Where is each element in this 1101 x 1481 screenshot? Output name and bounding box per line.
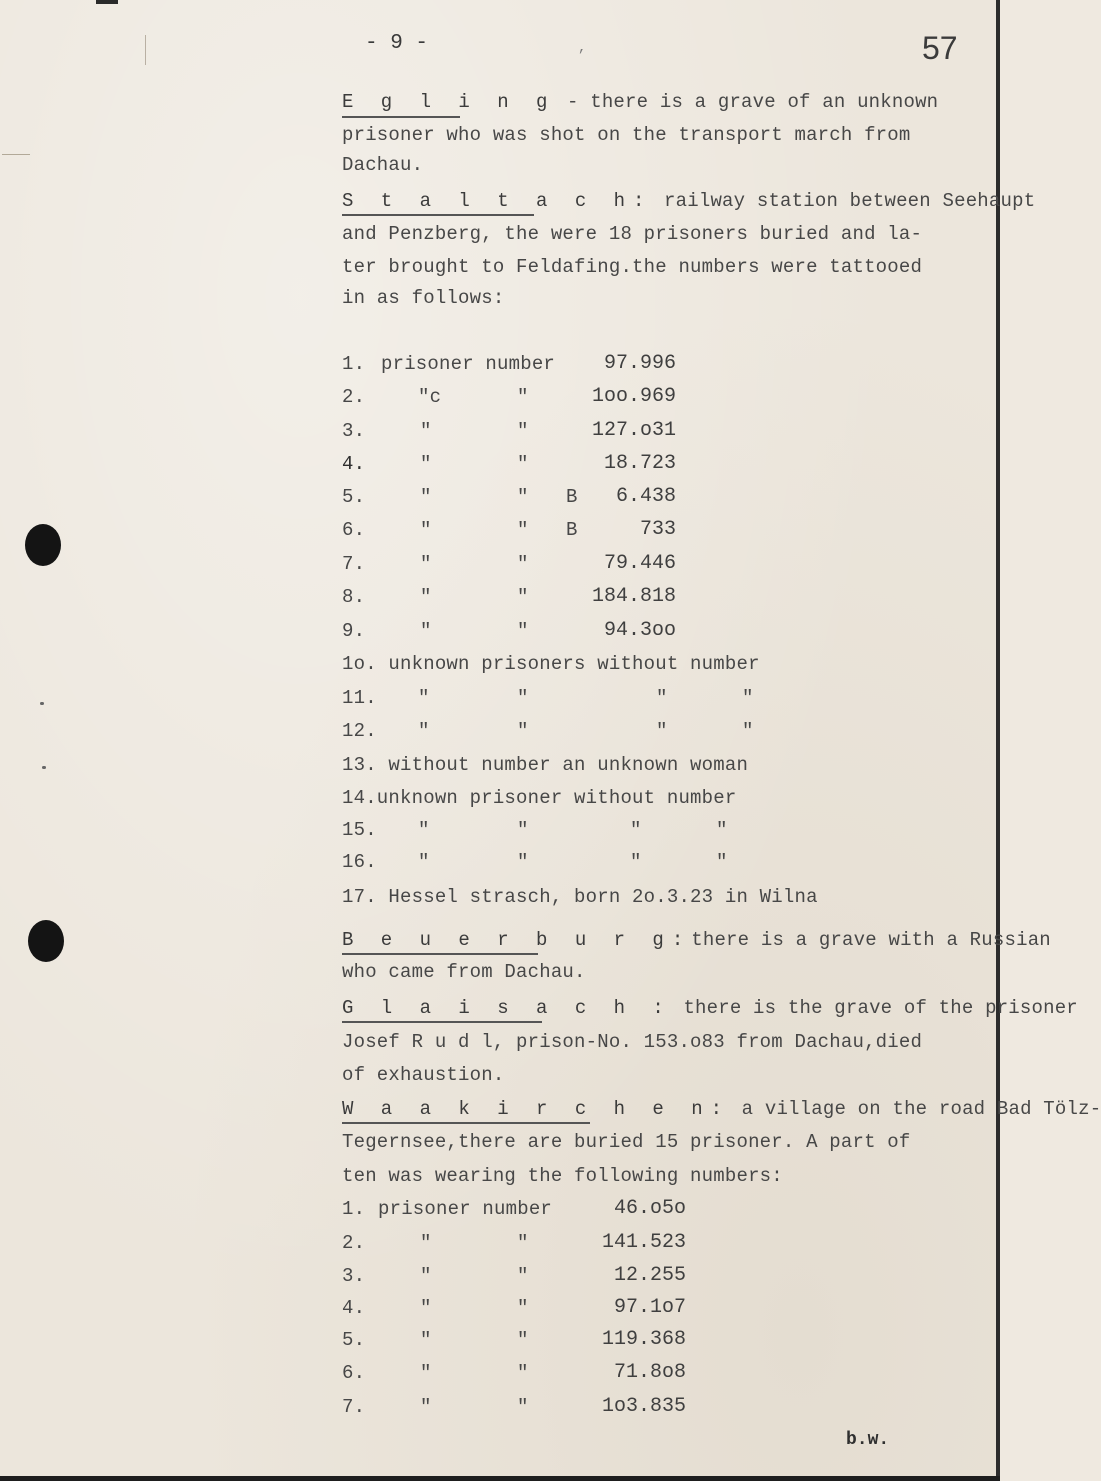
list-item-label: prisoner number <box>378 1198 553 1220</box>
list-item-number: 3. <box>342 1265 366 1287</box>
list-item-number: 4. <box>342 453 366 475</box>
prisoner-number: 12.255 <box>614 1264 687 1287</box>
egling-paragraph-line1: E g l i n g - there is a grave of an unknown <box>342 91 939 113</box>
ditto-mark: "c <box>418 386 442 408</box>
ditto-mark: " <box>420 1232 432 1254</box>
list-item-number: 9. <box>342 620 366 642</box>
ditto-mark: " <box>420 1362 432 1384</box>
list-item-number: 5. <box>342 486 366 508</box>
prisoner-number: 97.996 <box>604 352 677 375</box>
glaisach-paragraph-line1: G l a i s a c h : there is the grave of the prisoner <box>342 997 1078 1019</box>
place-beuerberg: B e u e r b u r g: <box>342 929 692 951</box>
list-item-number: 2. <box>342 1232 366 1254</box>
staltach-paragraph-line2: and Penzberg, the were 18 prisoners buried and la- <box>342 223 923 245</box>
initials: b.w. <box>846 1430 890 1450</box>
ditto-mark: " <box>517 1329 529 1351</box>
paper-crease <box>145 35 146 65</box>
underline <box>342 214 534 216</box>
place-staltach: S t a l t a c h: <box>342 190 653 212</box>
ditto-mark: " <box>517 453 529 475</box>
waakirchen-paragraph-line3: ten was wearing the following numbers: <box>342 1165 783 1187</box>
ditto-mark: " <box>630 819 642 841</box>
list-line-10: 1o. unknown prisoners without number <box>342 653 760 675</box>
waakirchen-paragraph-line2: Tegernsee,there are buried 15 prisoner. A part of <box>342 1131 911 1153</box>
list-item-number: 2. <box>342 386 366 408</box>
underline <box>342 1122 590 1124</box>
prisoner-number: 733 <box>640 518 677 541</box>
place-waakirchen: W a a k i r c h e n: <box>342 1098 731 1120</box>
underline <box>342 116 460 118</box>
ditto-mark: " <box>420 519 432 541</box>
ditto-mark: " <box>517 819 529 841</box>
beuerberg-paragraph-line1: B e u e r b u r g:there is a grave with a Russian <box>342 929 1051 951</box>
ditto-mark: " <box>517 386 529 408</box>
ditto-mark: " <box>418 819 430 841</box>
stray-mark: , <box>578 40 587 56</box>
ditto-mark: " <box>517 1232 529 1254</box>
number-prefix: B <box>566 519 578 541</box>
glaisach-paragraph-line3: of exhaustion. <box>342 1064 505 1086</box>
list-item-number: 7. <box>342 1396 366 1418</box>
ditto-mark: " <box>742 720 754 742</box>
prisoner-number: 71.8o8 <box>614 1361 687 1384</box>
place-glaisach: G l a i s a c h : <box>342 997 672 1019</box>
list-item-number: 1. <box>342 353 366 375</box>
list-line-14: 14.unknown prisoner without number <box>342 787 737 809</box>
underline <box>342 1021 542 1023</box>
ditto-mark: " <box>517 687 529 709</box>
ditto-mark: " <box>517 1396 529 1418</box>
ditto-mark: " <box>420 1396 432 1418</box>
list-item-number: 7. <box>342 553 366 575</box>
prisoner-number: 1oo.969 <box>592 385 677 408</box>
ditto-mark: " <box>517 420 529 442</box>
ditto-mark: " <box>420 586 432 608</box>
ditto-mark: " <box>517 1265 529 1287</box>
ditto-mark: " <box>420 1265 432 1287</box>
list-item-number: 15. <box>342 819 377 841</box>
ditto-mark: " <box>517 486 529 508</box>
speck-mark <box>40 702 44 705</box>
list-item-number: 4. <box>342 1297 366 1319</box>
staltach-paragraph-line4: in as follows: <box>342 287 505 309</box>
ditto-mark: " <box>716 819 728 841</box>
staltach-paragraph-line1: S t a l t a c h: railway station between Seehaupt <box>342 190 1036 212</box>
number-prefix: B <box>566 486 578 508</box>
ditto-mark: " <box>517 720 529 742</box>
underline <box>342 953 538 955</box>
ditto-mark: " <box>517 1297 529 1319</box>
speck-mark <box>42 766 46 769</box>
egling-paragraph-line2: prisoner who was shot on the transport march from <box>342 124 911 146</box>
ditto-mark: " <box>517 1362 529 1384</box>
staltach-paragraph-line3: ter brought to Feldafing.the numbers were tattooed <box>342 256 923 278</box>
list-item-number: 12. <box>342 720 377 742</box>
scan-bottom-edge <box>0 1476 1000 1481</box>
list-item-number: 5. <box>342 1329 366 1351</box>
ditto-mark: " <box>420 553 432 575</box>
list-item-number: 3. <box>342 420 366 442</box>
page-marker: - 9 - <box>365 32 429 55</box>
ditto-mark: " <box>420 1297 432 1319</box>
ditto-mark: " <box>420 420 432 442</box>
waakirchen-paragraph-line1: W a a k i r c h e n: a village on the road Bad Tölz- <box>342 1098 1101 1120</box>
ditto-mark: " <box>656 687 668 709</box>
ditto-mark: " <box>418 687 430 709</box>
folio-number: 57 <box>922 30 958 66</box>
punch-hole-icon <box>28 920 64 962</box>
ditto-mark: " <box>420 486 432 508</box>
list-item-number: 11. <box>342 687 377 709</box>
punch-hole-icon <box>25 524 61 566</box>
ditto-mark: " <box>517 851 529 873</box>
prisoner-number: 6.438 <box>616 485 677 508</box>
prisoner-number: 18.723 <box>604 452 677 475</box>
ditto-mark: " <box>418 720 430 742</box>
prisoner-number: 97.1o7 <box>614 1296 687 1319</box>
prisoner-number: 127.o31 <box>592 419 677 442</box>
list-line-13: 13. without number an unknown woman <box>342 754 749 776</box>
prisoner-number: 141.523 <box>602 1231 687 1254</box>
scan-right-edge <box>996 0 1000 1481</box>
prisoner-number: 46.o5o <box>614 1197 687 1220</box>
ditto-mark: " <box>517 586 529 608</box>
egling-paragraph-line3: Dachau. <box>342 154 424 176</box>
list-line-17: 17. Hessel strasch, born 2o.3.23 in Wilna <box>342 886 818 908</box>
list-item-number: 6. <box>342 519 366 541</box>
scan-edge-mark <box>96 0 118 4</box>
ditto-mark: " <box>420 1329 432 1351</box>
margin-mark <box>2 154 30 155</box>
ditto-mark: " <box>418 851 430 873</box>
prisoner-number: 79.446 <box>604 552 677 575</box>
ditto-mark: " <box>517 519 529 541</box>
ditto-mark: " <box>420 620 432 642</box>
prisoner-number: 94.3oo <box>604 619 677 642</box>
list-item-number: 8. <box>342 586 366 608</box>
glaisach-paragraph-line2: Josef R u d l, prison-No. 153.o83 from Dachau,died <box>342 1031 923 1053</box>
list-item-number: 16. <box>342 851 377 873</box>
ditto-mark: " <box>742 687 754 709</box>
list-item-number: 1. <box>342 1198 366 1220</box>
ditto-mark: " <box>517 620 529 642</box>
ditto-mark: " <box>630 851 642 873</box>
ditto-mark: " <box>716 851 728 873</box>
list-item-number: 6. <box>342 1362 366 1384</box>
place-egling: E g l i n g <box>342 91 556 113</box>
ditto-mark: " <box>517 553 529 575</box>
list-item-label: prisoner number <box>381 353 556 375</box>
ditto-mark: " <box>420 453 432 475</box>
beuerberg-paragraph-line2: who came from Dachau. <box>342 961 586 983</box>
prisoner-number: 1o3.835 <box>602 1395 687 1418</box>
prisoner-number: 119.368 <box>602 1328 687 1351</box>
prisoner-number: 184.818 <box>592 585 677 608</box>
ditto-mark: " <box>656 720 668 742</box>
